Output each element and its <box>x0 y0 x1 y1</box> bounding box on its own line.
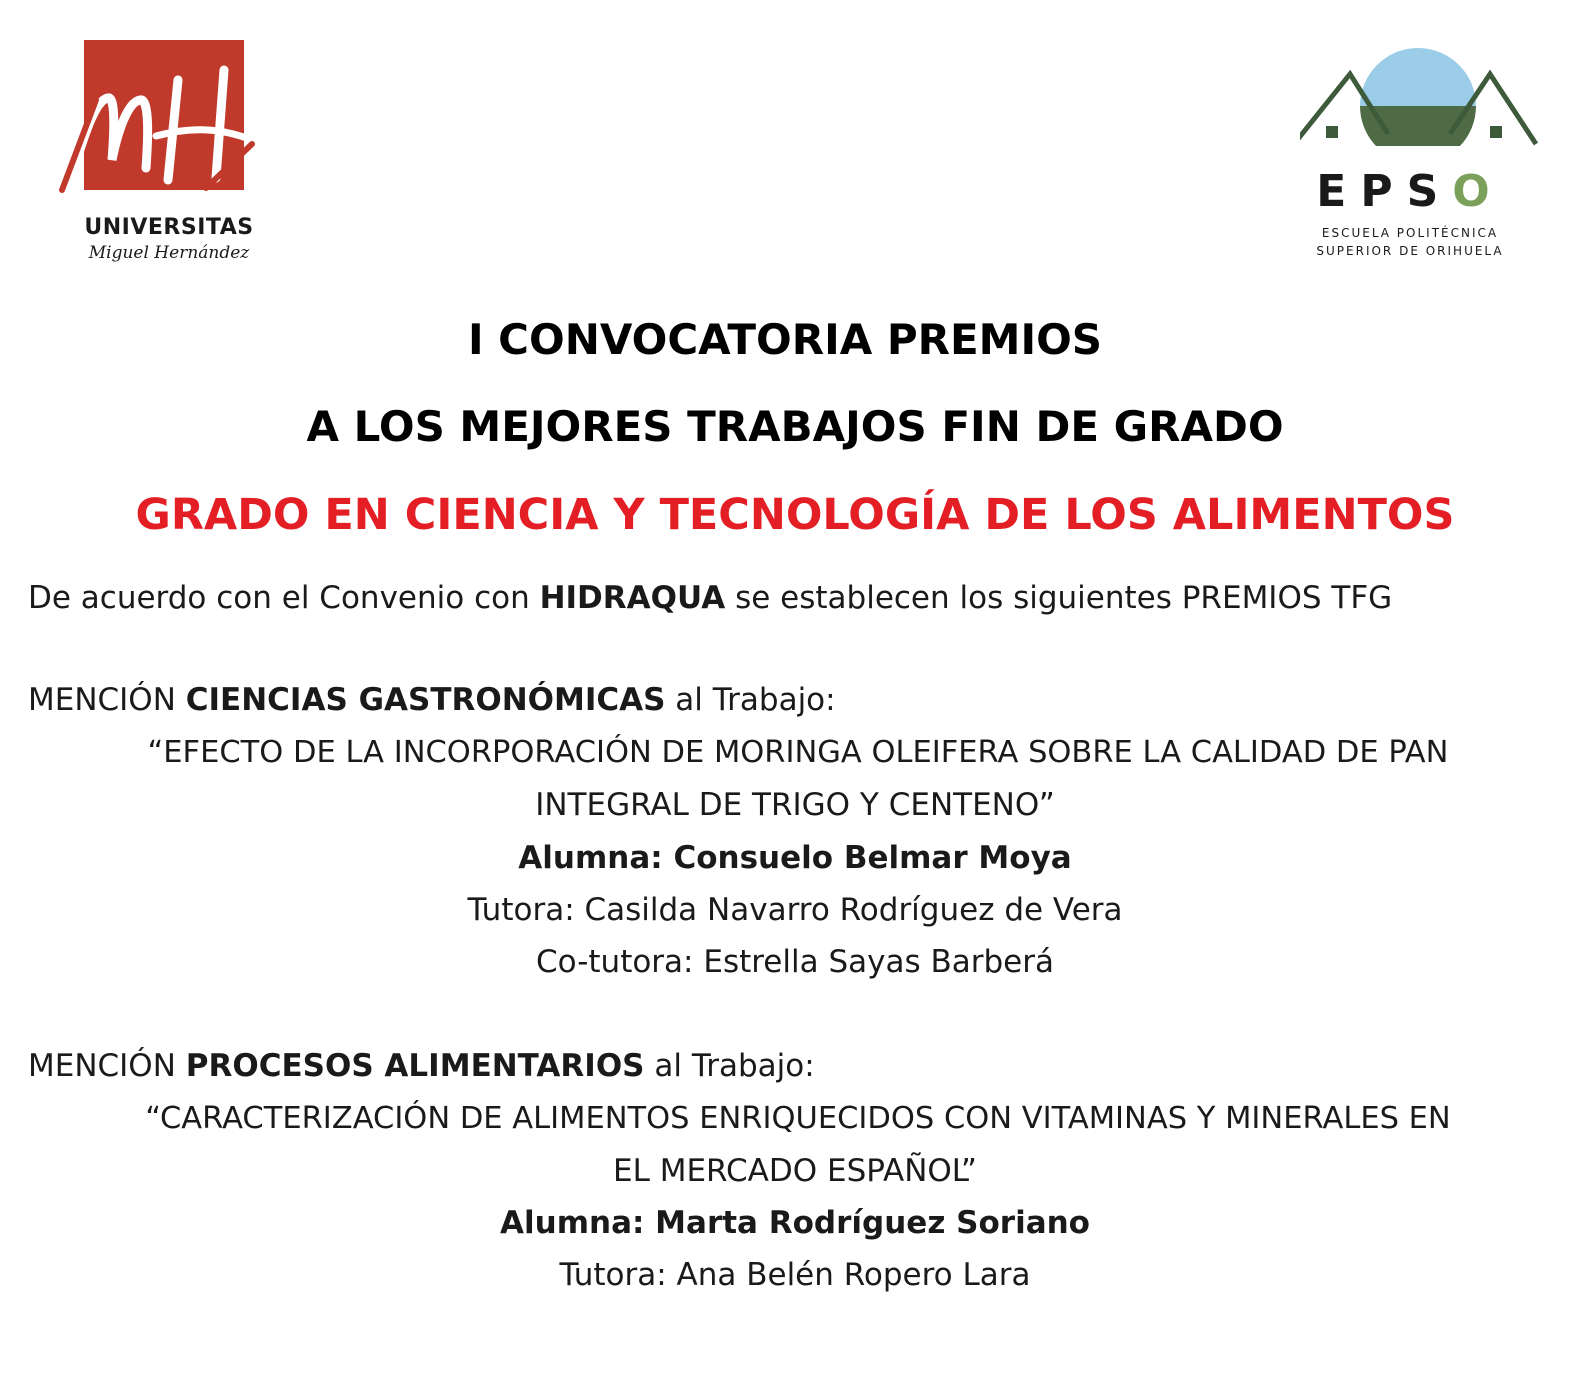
mention-1-prefix: MENCIÓN <box>28 682 186 718</box>
mention-2-heading <box>28 1048 815 1084</box>
mention-1-title-line2: INTEGRAL DE TRIGO Y CENTENO” <box>535 787 1055 823</box>
mention-2-prefix: MENCIÓN <box>28 1048 186 1084</box>
intro-paragraph <box>28 580 1392 616</box>
umh-monogram-icon <box>56 40 256 200</box>
umh-logo <box>56 40 256 270</box>
mention-2-student: Alumna: Marta Rodríguez Soriano <box>500 1205 1090 1241</box>
mention-1-title-line1: “EFECTO DE LA INCORPORACIÓN DE MORINGA OLEIFERA SOBRE LA CALIDAD DE PAN <box>147 735 1449 770</box>
epso-name <box>1300 166 1520 217</box>
intro-sponsor: HIDRAQUA <box>539 580 726 616</box>
mention-2-title-line2: EL MERCADO ESPAÑOL” <box>613 1153 977 1189</box>
mention-2-suffix: al Trabajo: <box>644 1048 815 1084</box>
mention-1-cotutor: Co-tutora: Estrella Sayas Barberá <box>536 944 1054 980</box>
mention-1-tutor: Tutora: Casilda Navarro Rodríguez de Vera <box>467 892 1123 928</box>
mention-1-suffix: al Trabajo: <box>665 682 836 718</box>
umh-subtitle: Miguel Hernández <box>88 243 250 263</box>
mention-1-heading <box>28 682 836 718</box>
title-line1: I CONVOCATORIA PREMIOS <box>467 315 1103 364</box>
epso-subtitle-line1: ESCUELA POLITÉCNICA <box>1321 226 1499 240</box>
intro-before: De acuerdo con el Convenio con <box>28 580 540 616</box>
mention-1-name: CIENCIAS GASTRONÓMICAS <box>185 682 666 718</box>
mention-2-title-line1: “CARACTERIZACIÓN DE ALIMENTOS ENRIQUECIDOS CON VITAMINAS Y MINERALES EN <box>145 1101 1451 1136</box>
umh-name: UNIVERSITAS <box>84 215 254 240</box>
mention-2-tutor: Tutora: Ana Belén Ropero Lara <box>559 1257 1031 1293</box>
epso-name-accent: O <box>1452 166 1504 217</box>
epso-houses-landscape-icon <box>1300 48 1550 158</box>
mention-2-name: PROCESOS ALIMENTARIOS <box>185 1048 645 1084</box>
title-line2: A LOS MEJORES TRABAJOS FIN DE GRADO <box>306 402 1284 451</box>
degree-title: GRADO EN CIENCIA Y TECNOLOGÍA DE LOS ALIMENTOS <box>135 490 1455 540</box>
intro-after: se establecen los siguientes PREMIOS TFG <box>725 580 1393 616</box>
mention-1-student: Alumna: Consuelo Belmar Moya <box>518 840 1072 876</box>
epso-logo <box>1300 48 1550 263</box>
epso-subtitle-line2: SUPERIOR DE ORIHUELA <box>1316 244 1504 258</box>
epso-name-main: EPS <box>1316 166 1453 217</box>
